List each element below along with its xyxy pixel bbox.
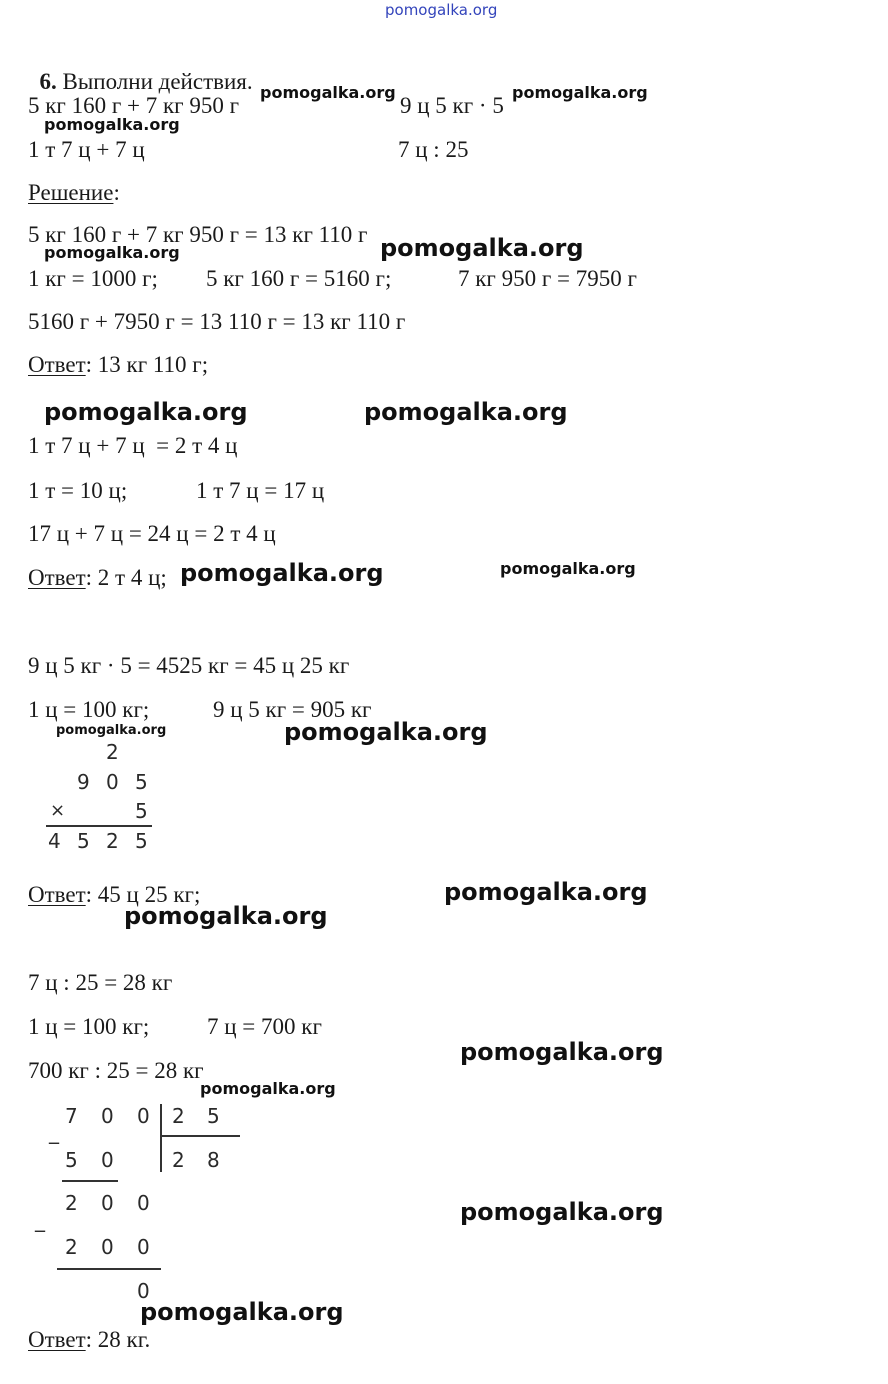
multiply-sign: × xyxy=(50,800,66,821)
part3-header: 9 ц 5 кг · 5 = 4525 кг = 45 ц 25 кг xyxy=(28,653,350,678)
remainder-digit: 0 xyxy=(137,1191,150,1215)
exercise-1: 5 кг 160 г + 7 кг 950 г xyxy=(28,93,240,118)
task-number: 6. xyxy=(39,69,57,94)
watermark: pomogalka.org xyxy=(44,115,180,134)
part1-calc: 5160 г + 7950 г = 13 110 г = 13 кг 110 г xyxy=(28,309,406,334)
watermark: pomogalka.org xyxy=(460,1198,664,1226)
result-digit: 5 xyxy=(77,829,90,853)
part2-convert-1: 1 т = 10 ц; xyxy=(28,478,128,503)
divisor-digit: 5 xyxy=(207,1104,220,1128)
part4-answer xyxy=(28,1328,150,1351)
exercise-3: 1 т 7 ц + 7 ц xyxy=(28,137,145,162)
subtrahend-digit: 0 xyxy=(101,1148,114,1172)
solution-label: Решение xyxy=(28,180,114,205)
quotient-digit: 8 xyxy=(207,1148,220,1172)
part4-calc: 700 кг : 25 = 28 кг xyxy=(28,1058,204,1083)
quotient-digit: 2 xyxy=(172,1148,185,1172)
remainder-digit: 0 xyxy=(101,1191,114,1215)
final-remainder: 0 xyxy=(137,1279,150,1303)
watermark: pomogalka.org xyxy=(512,83,648,102)
watermark: pomogalka.org xyxy=(284,718,488,746)
part2-convert-2: 1 т 7 ц = 17 ц xyxy=(196,478,325,503)
part4-convert-2: 7 ц = 700 кг xyxy=(207,1014,322,1039)
subtrahend-digit: 5 xyxy=(65,1148,78,1172)
carry-digit: 2 xyxy=(106,740,119,764)
answer-label: Ответ xyxy=(28,882,86,907)
part1-convert-1: 1 кг = 1000 г; xyxy=(28,266,158,291)
watermark: pomogalka.org xyxy=(140,1298,344,1326)
part2-answer xyxy=(28,566,167,589)
part4-convert-1: 1 ц = 100 кг; xyxy=(28,1014,150,1039)
result-line xyxy=(46,825,152,827)
answer-label: Ответ xyxy=(28,565,86,590)
result-digit: 2 xyxy=(106,829,119,853)
exercise-2: 9 ц 5 кг · 5 xyxy=(400,93,504,118)
watermark: pomogalka.org xyxy=(200,1079,336,1098)
part4-answer-value: : 28 кг. xyxy=(85,1327,151,1352)
divisor-digit: 2 xyxy=(172,1104,185,1128)
minus-sign: _ xyxy=(49,1120,59,1144)
watermark: pomogalka.org xyxy=(180,559,384,587)
watermark: pomogalka.org xyxy=(444,878,648,906)
site-watermark-top: pomogalka.org xyxy=(385,1,498,19)
watermark: pomogalka.org xyxy=(56,723,167,738)
subtraction-line xyxy=(62,1180,118,1182)
dividend-digit: 0 xyxy=(137,1104,150,1128)
division-vertical-line xyxy=(160,1104,162,1172)
part2-answer-value: : 2 т 4 ц; xyxy=(85,565,167,590)
minus-sign: _ xyxy=(35,1208,45,1232)
solution-heading: Решение: xyxy=(28,180,120,205)
multiplicand-digit: 0 xyxy=(106,770,119,794)
multiplicand-digit: 9 xyxy=(77,770,90,794)
result-digit: 5 xyxy=(135,829,148,853)
task-heading xyxy=(28,47,253,93)
dividend-digit: 0 xyxy=(101,1104,114,1128)
part1-convert-2: 5 кг 160 г = 5160 г; xyxy=(206,266,392,291)
part1-answer-value: : 13 кг 110 г; xyxy=(85,352,209,377)
task-title: Выполни действия. xyxy=(62,69,253,94)
answer-label: Ответ xyxy=(28,352,86,377)
multiplicand-digit: 5 xyxy=(135,770,148,794)
subtrahend-digit: 0 xyxy=(137,1235,150,1259)
multiplier-digit: 5 xyxy=(135,799,148,823)
watermark: pomogalka.org xyxy=(44,398,248,426)
answer-label: Ответ xyxy=(28,1327,86,1352)
watermark: pomogalka.org xyxy=(460,1038,664,1066)
subtraction-line xyxy=(57,1268,161,1270)
result-digit: 4 xyxy=(48,829,61,853)
watermark: pomogalka.org xyxy=(380,234,584,262)
watermark: pomogalka.org xyxy=(260,83,396,102)
exercise-4: 7 ц : 25 xyxy=(398,137,469,162)
part4-header: 7 ц : 25 = 28 кг xyxy=(28,970,173,995)
dividend-digit: 7 xyxy=(65,1104,78,1128)
watermark: pomogalka.org xyxy=(364,398,568,426)
part3-convert-1: 1 ц = 100 кг; xyxy=(28,697,150,722)
quotient-line xyxy=(160,1135,240,1137)
part1-header: 5 кг 160 г + 7 кг 950 г = 13 кг 110 г xyxy=(28,222,368,247)
part3-convert-2: 9 ц 5 кг = 905 кг xyxy=(213,697,372,722)
part3-answer-value: : 45 ц 25 кг; xyxy=(85,882,201,907)
part1-convert-3: 7 кг 950 г = 7950 г xyxy=(458,266,637,291)
subtrahend-digit: 2 xyxy=(65,1235,78,1259)
watermark: pomogalka.org xyxy=(124,902,328,930)
part1-answer xyxy=(28,353,208,376)
watermark: pomogalka.org xyxy=(44,243,180,262)
part2-calc: 17 ц + 7 ц = 24 ц = 2 т 4 ц xyxy=(28,521,276,546)
watermark: pomogalka.org xyxy=(500,559,636,578)
remainder-digit: 2 xyxy=(65,1191,78,1215)
subtrahend-digit: 0 xyxy=(101,1235,114,1259)
part2-header: 1 т 7 ц + 7 ц = 2 т 4 ц xyxy=(28,433,238,458)
